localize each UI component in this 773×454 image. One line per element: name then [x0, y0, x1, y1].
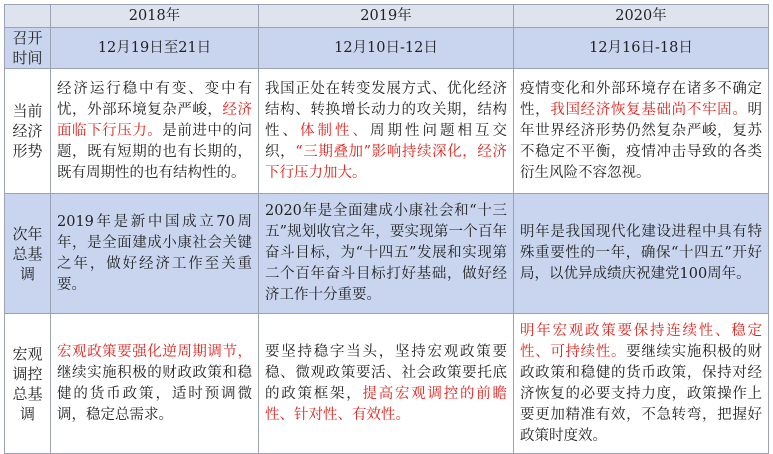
cell-2020-date: [514, 28, 769, 69]
body-text: 2019年是新中国成立70周年，是全面建成小康社会关键之年，做好经济工作至关重要。: [57, 213, 252, 293]
table-row-meeting-date: [5, 28, 769, 69]
highlighted-text: 明年宏观政策要保持连续性、稳定性、可持续性。: [520, 322, 762, 360]
highlighted-text: 经济面临下行压力。: [57, 101, 253, 139]
highlighted-text: 提高宏观调控的前瞻性、针对性、有效性。: [265, 385, 507, 423]
header-year-2020: 2020年: [514, 5, 769, 28]
cell-2019-date: [259, 28, 514, 69]
body-text: 2020年是全面建成小康社会和“十三五”规划收官之年，要实现第一个百年奋斗目标，为“十四五”发展和实现第二个百年奋斗目标打好基础，做好经济工作十分重要。: [265, 203, 507, 303]
row-label-meeting-date: 召开时间: [5, 28, 51, 69]
highlighted-text: “三期叠加”影响持续深化，经济下行压力加大。: [265, 143, 508, 181]
body-text: 12月19日至21日: [97, 39, 212, 56]
cell-2018-date: [51, 28, 259, 69]
header-year-2018: 2018年: [51, 5, 259, 28]
cell-2020-macro-policy: [514, 314, 769, 454]
body-text: 经济运行稳中有变、变中有忧，外部环境复杂严峻，: [57, 80, 252, 118]
cell-2018-next-year-tone: [51, 194, 259, 314]
header-year-2019: 2019年: [259, 5, 514, 28]
cell-2019-economic-situation: [259, 69, 514, 194]
highlighted-text: 宏观政策要强化逆周期调节，: [57, 343, 252, 360]
body-text: 明年世界经济形势仍然复杂严峻，复苏不稳定不平衡，疫情冲击导致的各类衍生风险不容忽视。: [520, 101, 763, 181]
highlighted-text: 体制性、: [300, 122, 370, 139]
body-text: 明年是我国现代化建设进程中具有特殊重要性的一年，确保“十四五”开好局，以优异成绩庆祝建党100周年。: [520, 224, 762, 282]
body-text: 我国正处在转变发展方式、优化经济结构、转换增长动力的攻关期，结构性、: [265, 80, 507, 139]
cell-2019-next-year-tone: [259, 194, 514, 314]
body-text: 继续实施积极的财政政策和稳健的货币政策，适时预调微调，稳定总需求。: [57, 364, 252, 423]
cell-2020-next-year-tone: [514, 194, 769, 314]
body-text: 是前进中的问题，既有短期的也有长期的，既有周期性的也有结构性的。: [57, 122, 253, 181]
cell-2020-economic-situation: [514, 69, 769, 194]
conference-comparison-table: [4, 4, 769, 454]
body-text: 疫情变化和外部环境存在诸多不确定性，: [520, 80, 762, 118]
body-text: 要继续实施积极的财政政策和稳健的货币政策，保持对经济恢复的必要支持力度，政策操作上要更加精准有效，不急转弯，把握好政策时度效。: [520, 343, 763, 444]
cell-2018-macro-policy: [51, 314, 259, 454]
header-row: [5, 5, 769, 28]
cell-2018-economic-situation: [51, 69, 259, 194]
table-row-next-year-tone: [5, 194, 769, 314]
table-row-macro-policy: [5, 314, 769, 454]
body-text: 要坚持稳字当头，坚持宏观政策要稳、微观政策要活、社会政策要托底的政策框架，: [265, 343, 507, 402]
body-text: 12月16日-18日: [589, 39, 693, 56]
body-text: 周期性问题相互交织，: [265, 122, 507, 160]
row-label-economic-situation: 当前经济形势: [5, 69, 51, 194]
table-row-economic-situation: [5, 69, 769, 194]
cell-2019-macro-policy: [259, 314, 514, 454]
body-text: 12月10日-12日: [334, 39, 438, 56]
header-corner: [5, 5, 51, 28]
row-label-next-year-tone: 次年总基调: [5, 194, 51, 314]
highlighted-text: 我国经济恢复基础尚不牢固。: [550, 101, 748, 118]
row-label-macro-policy: 宏观调控总基调: [5, 314, 51, 454]
